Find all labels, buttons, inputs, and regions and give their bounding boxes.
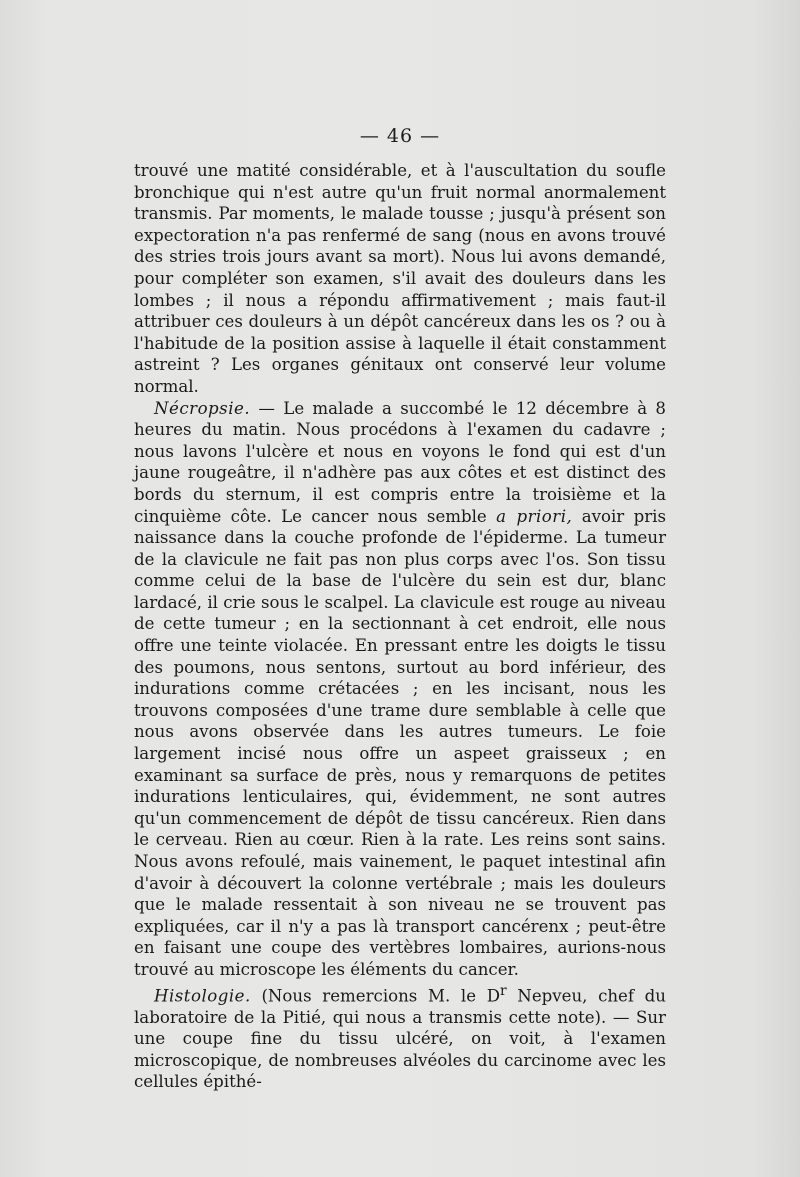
paragraph-clinical-exam: trouvé une matité considérable, et à l'auscultation du soufle bronchique qui n'est autre qu'un fruit normal anormalement transmis. Par moments, le malade tousse ; jusqu'à présent son expectoration n'a pas renfermé de sang (nous en avons trouvé des stries trois jours avant sa mort). Nous lui avons demandé, pour compléter son examen, s'il avait des douleurs dans les lombes ; il nous a répondu affirmativement ; mais faut-il attribuer ces douleurs à un dépôt cancéreux dans les os ? ou à l'habitude de la position assise à laquelle il était constamment astreint ? Les organes génitaux ont conservé leur volume normal. xyxy=(134,161,666,396)
paragraph-histology xyxy=(134,981,666,1094)
necropsy-heading: Nécropsie. xyxy=(154,398,251,418)
necropsy-text-1: — Le malade a succombé le 12 décembre à 8 heures du matin. Nous procédons à l'examen du cadavre ; nous lavons l'ulcère et nous en voyons le fond qui est d'un jaune rougeâtre, il n'adhère pas aux côtes et est distinct des bords du sternum, il est compris entre la troisième et la cinquième côte. Le cancer nous semble xyxy=(134,398,666,526)
necropsy-text-2: avoir pris naissance dans la couche profonde de l'épiderme. La tumeur de la clavicule ne fait pas non plus corps avec l'os. Son tissu comme celui de la base de l'ulcère du sein est dur, blanc lardacé, il crie sous le scalpel. La clavicule est rouge au niveau de cette tumeur ; en la sectionnant à cet endroit, elle nous offre une teinte violacée. En pressant entre les doigts le tissu des poumons, nous sentons, surtout au bord inférieur, des indurations comme crétacées ; en les incisant, nous les trouvons composées d'une trame dure semblable à celle que nous avons observée dans les autres tumeurs. Le foie largement incisé nous offre un aspeet graisseux ; en examinant sa surface de près, nous y remarquons de petites indurations lenticulaires, qui, évidemment, ne sont autres qu'un commencement de dépôt de tissu cancéreux. Rien dans le cerveau. Rien au cœur. Rien à la rate. Les reins sont sains. Nous avons refoulé, mais vainement, le paquet intestinal afin d'avoir à découvert la colonne vertébrale ; mais les douleurs que le malade ressentait à son niveau ne se trouvent pas expliquées, car il n'y a pas là transport cancérenx ; peut-être en faisant une coupe des vertèbres lombaires, aurions-nous trouvé au microscope les éléments du cancer. xyxy=(134,506,666,979)
page-body xyxy=(134,160,666,1093)
histology-heading: Histologie. xyxy=(154,986,251,1006)
histology-text-1: (Nous remercions M. le D xyxy=(250,986,501,1006)
paragraph-necropsy xyxy=(134,398,666,981)
page-number: — 46 — xyxy=(359,125,441,147)
histology-text-2: Nepveu, chef du laboratoire de la Pitié, qui nous a transmis cette note). — Sur une coupe fine du tissu ulcéré, on voit, à l'examen microscopique, de nombreuses alvéoles du carcinome avec les cellules épithé- xyxy=(134,986,666,1092)
necropsy-italic-phrase: a priori, xyxy=(496,506,573,526)
doctor-abbrev-superscript: r xyxy=(500,982,507,999)
